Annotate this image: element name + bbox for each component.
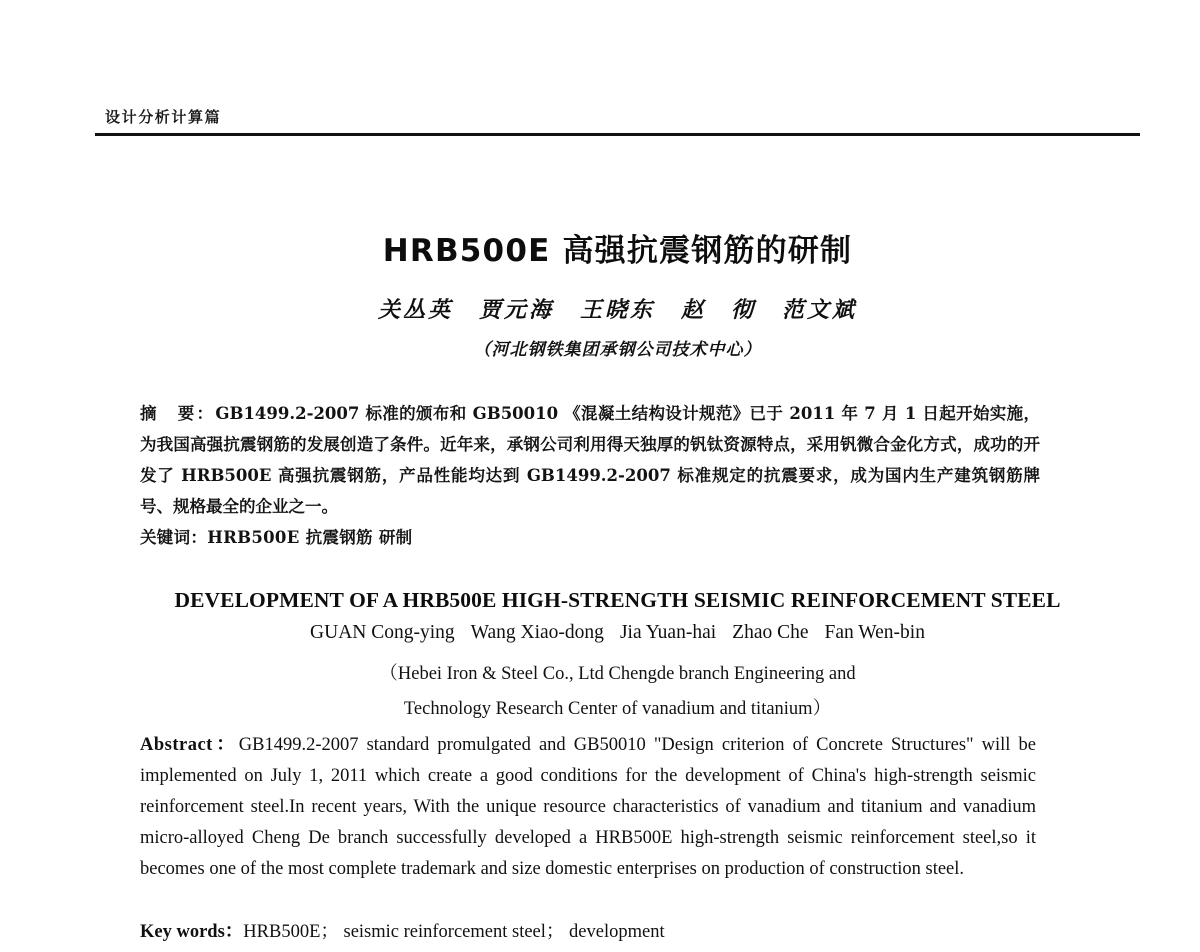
page-title: HRB500E 高强抗震钢筋的研制 — [382, 233, 853, 269]
author-name: 关丛英 — [377, 296, 453, 323]
abstract-english-paragraph — [140, 730, 1036, 885]
author-name-english: Zhao Che — [732, 622, 809, 643]
keywords-english-label: Key words： — [140, 922, 244, 942]
keywords-chinese — [140, 522, 1040, 553]
affiliation-chinese: （河北钢铁集团承钢公司技术中心） — [473, 339, 762, 360]
author-name: 赵 彻 — [681, 296, 757, 323]
keywords-chinese-label: 关键词： — [140, 528, 208, 547]
running-head-label: 设计分析计算篇 — [105, 108, 222, 126]
author-name-english: GUAN Cong-ying — [310, 622, 455, 643]
abstract-english-body: GB1499.2-2007 standard promulgated and GB50010 "Design criterion of Concrete Structures" will be implemented on July 1, 2011 which create a good conditions for the development of China's high-strength seismic reinforcement steel.In recent years, With the unique resource characteristics of vanadium and titanium and vanadium micro-alloyed Cheng De branch successfully developed a HRB500E high-strength seismic reinforcement steel,so it becomes one of the most complete trademark and size domestic enterprises on production of construction steel. — [140, 735, 1036, 879]
abstract-english-label: Abstract： — [140, 735, 239, 755]
page-title-english: DEVELOPMENT OF A HRB500E HIGH-STRENGTH SEISMIC REINFORCEMENT STEEL — [174, 588, 1061, 612]
keywords-english-values: HRB500E； seismic reinforcement steel； development — [243, 922, 665, 942]
affiliation-english — [95, 657, 1140, 727]
abstract-chinese-body: GB1499.2-2007 标准的颁布和 GB50010 《混凝土结构设计规范》已于 2011 年 7 月 1 日起开始实施，为我国高强抗震钢筋的发展创造了条件。近年来，承钢公司利用得天独厚的钒钛资源特点，采用钒微合金化方式，成功的开发了 HRB500E 高强抗震钢筋，产品性能均达到 GB1499.2-2007 标准规定的抗震要求，成为国内生产建筑钢筋牌号、规格最全的企业之一。 — [140, 404, 1041, 516]
author-name: 范文斌 — [782, 296, 858, 323]
keywords-english — [140, 917, 1036, 948]
author-name: 贾元海 — [478, 296, 554, 323]
header-divider-rule — [95, 133, 1140, 136]
authors-chinese — [95, 293, 1140, 324]
affiliation-english-line-2: Technology Research Center of vanadium and titanium） — [403, 699, 832, 719]
abstract-chinese-label: 摘 要： — [140, 404, 216, 423]
author-name-english: Jia Yuan-hai — [619, 622, 717, 643]
abstract-chinese — [140, 398, 1040, 553]
author-name-english: Fan Wen-bin — [824, 622, 925, 643]
running-head — [95, 108, 1140, 136]
author-name-english: Wang Xiao-dong — [470, 622, 604, 643]
authors-english — [95, 622, 1140, 644]
keywords-chinese-values: HRB500E 抗震钢筋 研制 — [207, 528, 413, 547]
abstract-chinese-paragraph — [140, 398, 1040, 522]
affiliation-english-line-1: （Hebei Iron & Steel Co., Ltd Chengde branch Engineering and — [379, 664, 856, 684]
abstract-english — [140, 730, 1036, 885]
title-block — [95, 232, 1140, 360]
author-name: 王晓东 — [579, 296, 655, 323]
